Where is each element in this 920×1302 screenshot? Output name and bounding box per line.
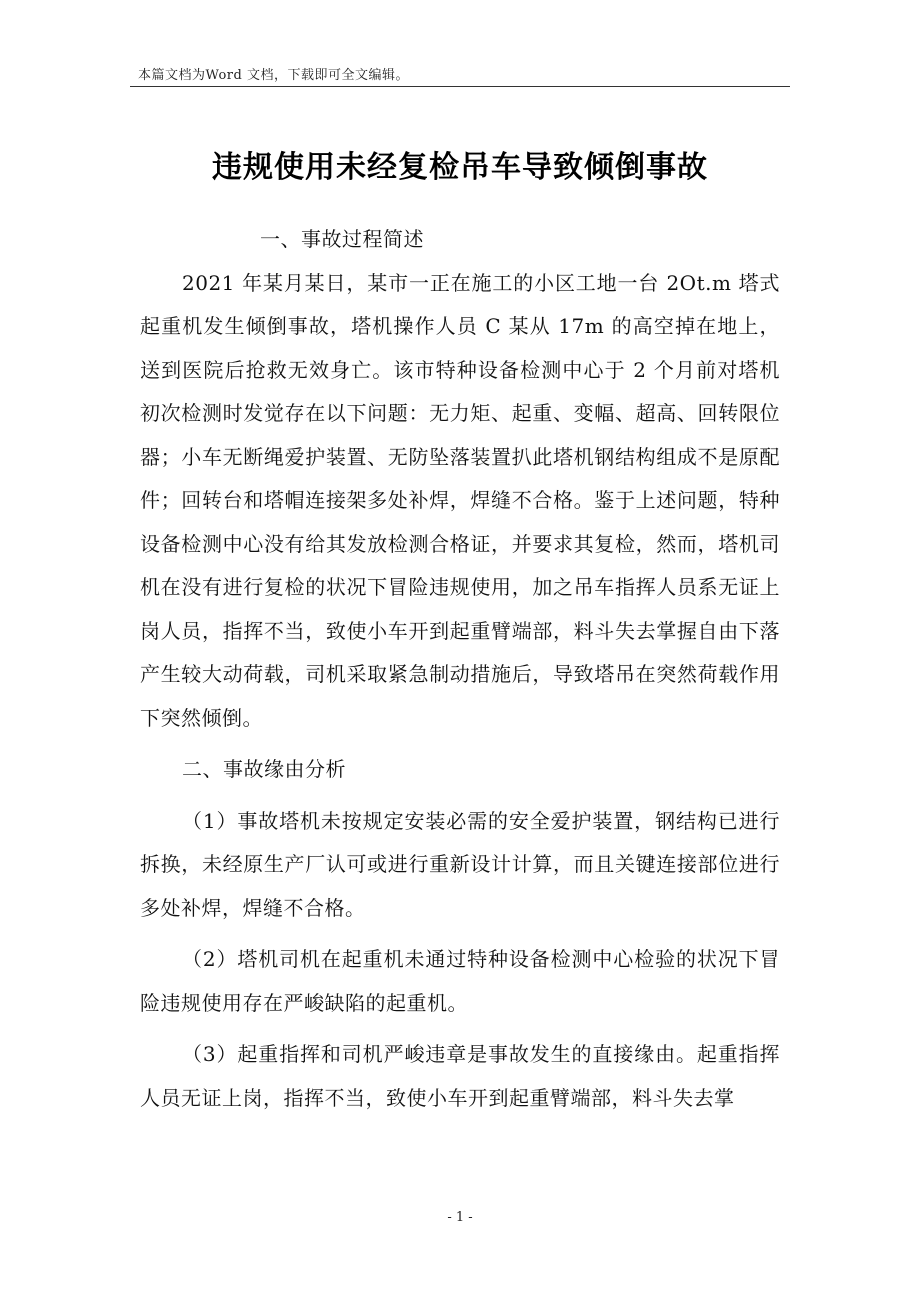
paragraph-cause-3: （3）起重指挥和司机严峻违章是事故发生的直接缘由。起重指挥人员无证上岗，指挥不当，致使小车开到起重臂端部，料斗失去掌 (140, 1042, 780, 1110)
header-divider (130, 86, 790, 87)
document-title: 违规使用未经复检吊车导致倾倒事故 (212, 150, 708, 185)
document-body (140, 218, 780, 1120)
section-heading-1: 一、事故过程简述 (260, 227, 424, 251)
paragraph-cause-1: （1）事故塔机未按规定安装必需的安全爱护装置，钢结构已进行拆换，未经原生产厂认可或进行重新设计计算，而且关键连接部位进行多处补焊，焊缝不合格。 (140, 808, 780, 920)
paragraph-cause-2: （2）塔机司机在起重机未通过特种设备检测中心检验的状况下冒险违规使用存在严峻缺陷的起重机。 (140, 947, 780, 1015)
paragraph-accident-process: 2021 年某月某日，某市一正在施工的小区工地一台 2Ot.m 塔式起重机发生倾倒事故，塔机操作人员 C 某从 17m 的高空掉在地上，送到医院后抢救无效身亡。该市特种设备检测中心于 2 个月前对塔机初次检测时发觉存在以下问题：无力矩、起重、变幅、超高、回转限位器；小车无断绳爱护装置、无防坠落装置扒此塔机钢结构组成不是原配件；回转台和塔帽连接架多处补焊，焊缝不合格。鉴于上述问题，特种设备检测中心没有给其发放检测合格证，并要求其复检，然而，塔机司机在没有进行复检的状况下冒险违规使用，加之吊车指挥人员系无证上岗人员，指挥不当，致使小车开到起重臂端部，料斗失去掌握自由下落产生较大动荷载，司机采取紧急制动措施后，导致塔吊在突然荷载作用下突然倾倒。 (140, 270, 780, 730)
header-note: 本篇文档为Word 文档，下载即可全文编辑。 (138, 68, 409, 83)
section-heading-2: 二、事故缘由分析 (182, 757, 346, 781)
page-number: - 1 - (447, 1210, 473, 1225)
